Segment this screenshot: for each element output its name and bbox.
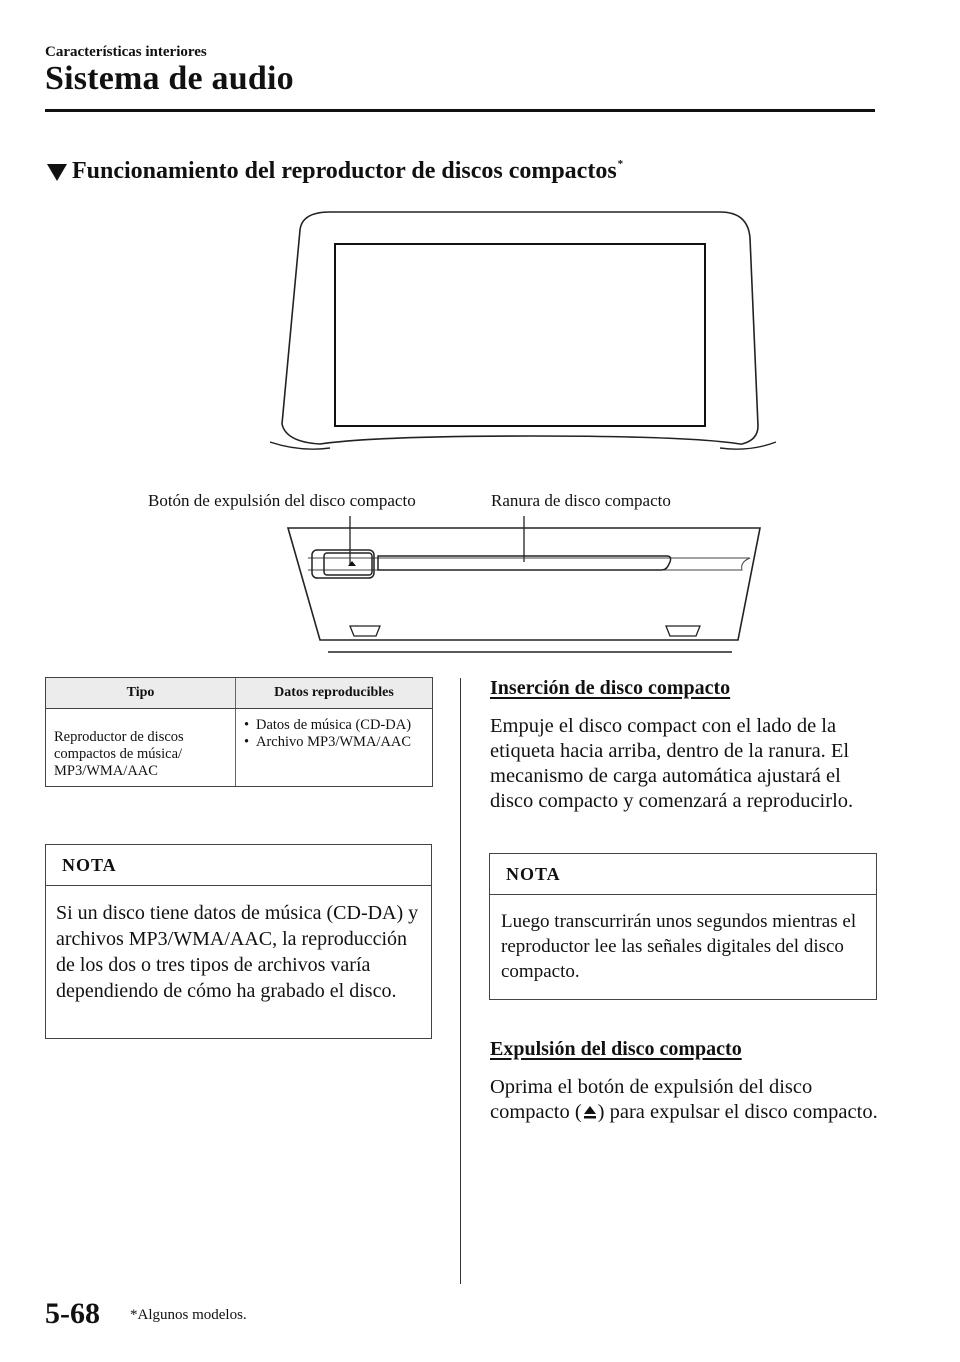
- table-header-type: Tipo: [46, 678, 236, 709]
- footnote: *Algunos modelos.: [130, 1307, 247, 1323]
- data-item: • Archivo MP3/WMA/AAC: [244, 734, 426, 751]
- playable-data-table: [45, 677, 433, 787]
- insert-text: Empuje el disco compact con el lado de la etiqueta hacia arriba, dentro de la ranura. El mecanismo de carga automática ajustará el disco compacto y comenzará a reproducirlo.: [490, 715, 854, 812]
- table-cell-type: Reproductor de discos compactos de música/ MP3/WMA/AAC: [46, 709, 236, 787]
- note-title: NOTA: [46, 845, 431, 886]
- models-mark: *: [617, 158, 624, 170]
- data-item: • Datos de música (CD-DA): [244, 717, 426, 734]
- triangle-marker-icon: [47, 164, 67, 181]
- eject-icon: [582, 1104, 598, 1120]
- eject-button-label: Botón de expulsión del disco compacto: [148, 491, 416, 510]
- eject-text: [490, 1075, 880, 1125]
- table-header-data: Datos reproducibles: [236, 678, 433, 709]
- page-number: 5-68: [45, 1297, 100, 1330]
- note-box-right: [489, 853, 877, 1000]
- note-text: Luego transcurrirán unos segundos mientras el reproductor lee las señales digitales del disco compacto.: [501, 911, 857, 982]
- section-heading: [47, 158, 623, 185]
- column-divider: [460, 678, 461, 1284]
- note-title: NOTA: [490, 854, 876, 895]
- chapter-label: Características interiores: [45, 44, 207, 60]
- note-box-left: [45, 844, 432, 1039]
- page-title: Sistema de audio: [45, 60, 294, 97]
- section-heading-text: Funcionamiento del reproductor de discos compactos: [72, 158, 617, 184]
- table-row: [46, 709, 433, 787]
- eject-heading: Expulsión del disco compacto: [490, 1038, 742, 1060]
- eject-text-after: ) para expulsar el disco compacto.: [597, 1101, 878, 1123]
- note-text: Si un disco tiene datos de música (CD-DA) y archivos MP3/WMA/AAC, la reproducción de los dos o tres tipos de archivos varía dependiendo de cómo ha grabado el disco.: [56, 902, 419, 1002]
- insert-heading: Inserción de disco compacto: [490, 677, 731, 699]
- table-cell-data: [236, 709, 433, 787]
- header-rule: [45, 109, 875, 112]
- disc-slot-label: Ranura de disco compacto: [491, 491, 671, 510]
- eject-text-before: Oprima el botón de expulsión del disco compacto (: [490, 1076, 813, 1123]
- display-screen-illustration: [270, 208, 780, 458]
- cd-unit-illustration: [280, 510, 770, 660]
